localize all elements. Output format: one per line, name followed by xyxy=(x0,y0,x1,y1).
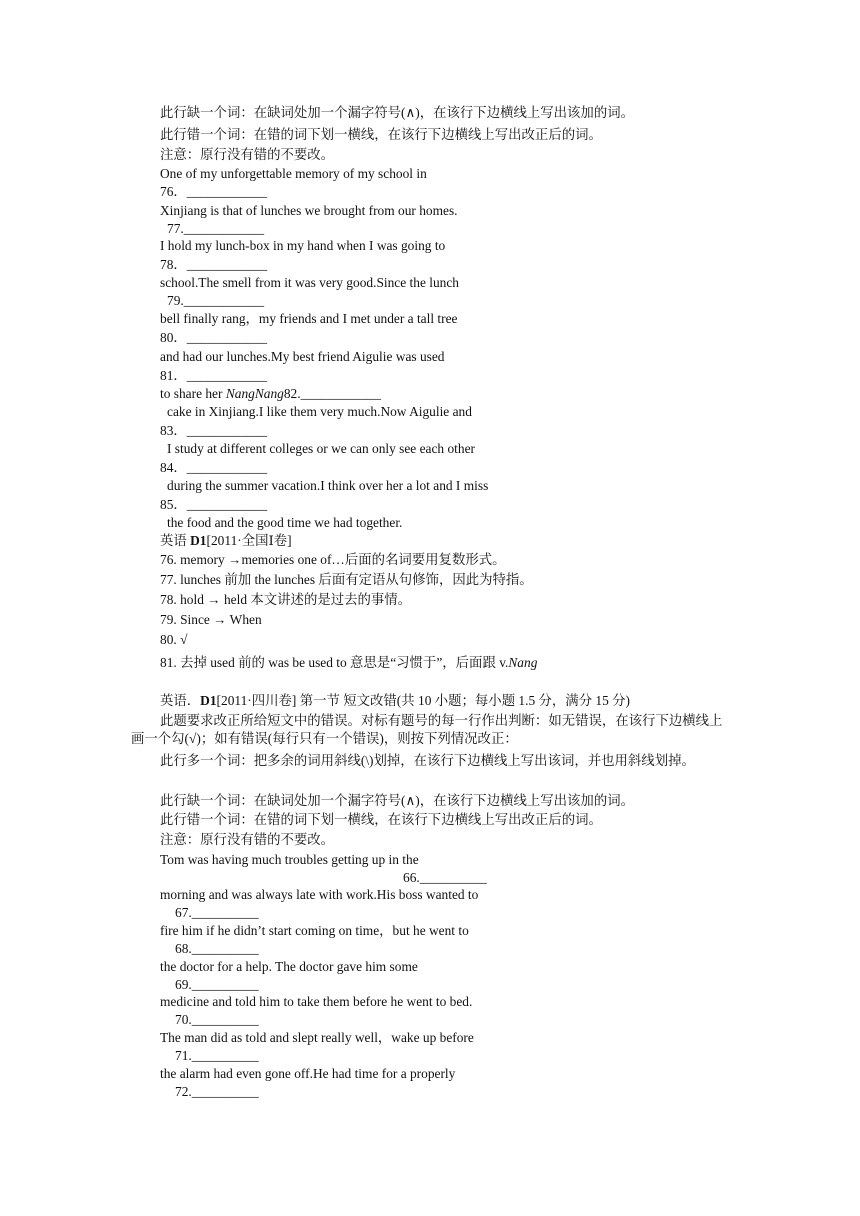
blank-67: 67.__________ xyxy=(175,905,259,920)
answer-italic: Nang xyxy=(508,655,538,670)
header-code: D1 xyxy=(200,693,217,708)
rule-wrong-line: 此行错一个词：在错的词下划一横线，在该行下边横线上写出改正后的词。 xyxy=(160,812,602,827)
blank-66: 66.__________ xyxy=(403,870,487,885)
rule-missing-line: 此行缺一个词：在缺词处加一个漏字符号(∧)，在该行下边横线上写出该加的词。 xyxy=(160,793,634,808)
answer-line: 78. hold → held 本文讲述的是过去的事情。 xyxy=(160,592,412,607)
passage-line: the alarm had even gone off.He had time for a properly xyxy=(160,1066,456,1081)
instructions-paragraph: 此题要求改正所给短文中的错误。对标有题号的每一行作出判断：如无错误，在该行下边横线上画一个勾(√)；如有错误(每行只有一个错误)，则按下列情况改正： xyxy=(131,713,723,746)
section-header xyxy=(160,692,630,710)
passage-line: the doctor for a help. The doctor gave him some xyxy=(160,959,418,974)
passage-line: Tom was having much troubles getting up in the xyxy=(160,852,419,867)
rule-missing-line: 此行缺一个词：在缺词处加一个漏字符号(∧)，在该行下边横线上写出该加的词。 xyxy=(160,105,634,120)
blank-69: 69.__________ xyxy=(175,977,259,992)
passage-line: I hold my lunch-box in my hand when I was going to xyxy=(160,238,446,253)
passage-line: I study at different colleges or we can only see each other xyxy=(167,441,475,456)
passage-line: Xinjiang is that of lunches we brought from our homes. xyxy=(160,203,458,218)
blank-83: 83．____________ xyxy=(160,423,268,438)
answer-text: 81. 去掉 used 前的 was be used to 意思是“习惯于”，后面跟 v. xyxy=(160,655,509,670)
blank-84: 84．____________ xyxy=(160,460,268,475)
rule-wrong-line: 此行错一个词：在错的词下划一横线，在该行下边横线上写出改正后的词。 xyxy=(160,127,602,142)
header-prefix: 英语． xyxy=(160,693,201,708)
blank-70: 70.__________ xyxy=(175,1012,259,1027)
blank-81: 81．____________ xyxy=(160,368,268,383)
blank-85: 85．____________ xyxy=(160,497,268,512)
source-prefix: 英语 xyxy=(160,533,191,548)
rule-extra-line: 此行多一个词：把多余的词用斜线(\)划掉，在该行下边横线上写出该词，并也用斜线划掉。 xyxy=(160,753,695,768)
passage-line: morning and was always late with work.His boss wanted to xyxy=(160,887,479,902)
blank-77: 77.____________ xyxy=(167,221,265,236)
source-label xyxy=(160,532,292,550)
passage-line: bell finally rang，my friends and I met under a tall tree xyxy=(160,311,458,326)
blank-76: 76．____________ xyxy=(160,184,268,199)
blank-82: 82.____________ xyxy=(283,386,381,401)
rule-note-line: 注意：原行没有错的不要改。 xyxy=(160,147,335,162)
passage-line: the food and the good time we had together. xyxy=(167,515,403,530)
blank-79: 79.____________ xyxy=(167,293,265,308)
answer-line: 80. √ xyxy=(160,632,188,647)
answer-line: 77. lunches 前加 the lunches 后面有定语从句修饰，因此为特指。 xyxy=(160,572,533,587)
passage-line: fire him if he didn’t start coming on time，but he went to xyxy=(160,923,469,938)
answer-line: 76. memory →memories one of…后面的名词要用复数形式。 xyxy=(160,552,506,567)
blank-71: 71.__________ xyxy=(175,1048,259,1063)
source-suffix: [2011·全国Ⅰ卷] xyxy=(206,533,292,548)
passage-line: school.The smell from it was very good.Since the lunch xyxy=(160,275,459,290)
passage-line: medicine and told him to take them before he went to bed. xyxy=(160,994,473,1009)
passage-italic: NangNang xyxy=(225,386,284,401)
passage-line-82 xyxy=(160,385,381,403)
passage-line: during the summer vacation.I think over her a lot and I miss xyxy=(167,478,489,493)
answer-line-81 xyxy=(160,654,537,672)
passage-line: One of my unforgettable memory of my school in xyxy=(160,166,427,181)
passage-text: to share her xyxy=(160,386,226,401)
header-suffix: [2011·四川卷] 第一节 短文改错(共 10 小题；每小题 1.5 分，满分 15 分) xyxy=(216,693,631,708)
blank-78: 78．____________ xyxy=(160,257,268,272)
rule-note-line: 注意：原行没有错的不要改。 xyxy=(160,832,335,847)
blank-72: 72.__________ xyxy=(175,1084,259,1099)
source-code: D1 xyxy=(190,533,207,548)
blank-80: 80．____________ xyxy=(160,330,268,345)
passage-line: and had our lunches.My best friend Aigulie was used xyxy=(160,349,445,364)
passage-line: The man did as told and slept really well，wake up before xyxy=(160,1030,474,1045)
blank-68: 68.__________ xyxy=(175,941,259,956)
answer-line: 79. Since → When xyxy=(160,612,262,627)
passage-line: cake in Xinjiang.I like them very much.Now Aigulie and xyxy=(167,404,472,419)
